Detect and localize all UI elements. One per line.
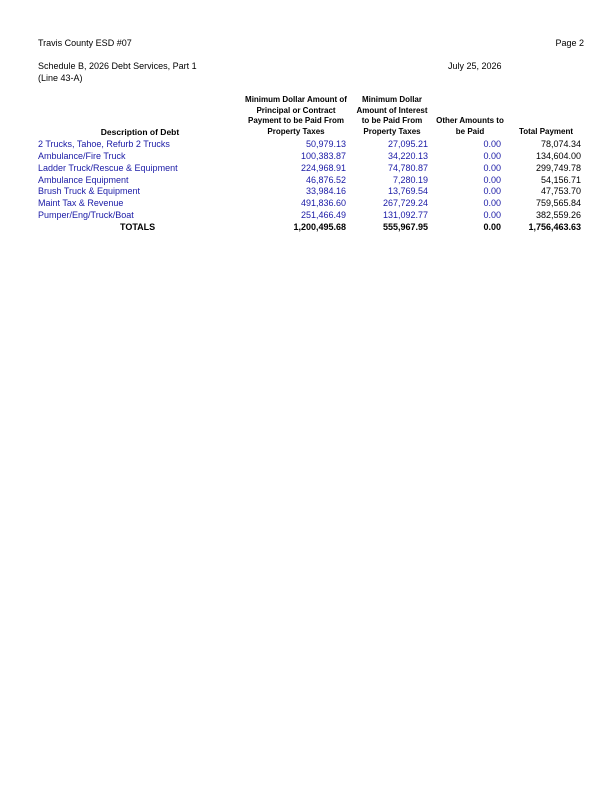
total-principal: 1,200,495.68 xyxy=(293,222,346,232)
cell-total: 759,565.84 xyxy=(535,198,581,208)
cell-description: Ladder Truck/Rescue & Equipment xyxy=(38,163,178,173)
col-header-principal xyxy=(240,95,352,137)
cell-description: Pumper/Eng/Truck/Boat xyxy=(38,210,134,220)
cell-principal: 491,836.60 xyxy=(300,198,346,208)
col-header-total: Total Payment xyxy=(518,127,574,136)
cell-interest: 74,780.87 xyxy=(387,163,428,173)
totals-row xyxy=(0,221,612,233)
cell-total: 299,749.78 xyxy=(535,163,581,173)
cell-total: 47,753.70 xyxy=(540,186,581,196)
cell-total: 78,074.34 xyxy=(540,139,581,149)
grand-total: 1,756,463.63 xyxy=(528,222,581,232)
col-header-interest-line: Amount of Interest xyxy=(356,105,428,115)
cell-description: Maint Tax & Revenue xyxy=(38,198,124,208)
cell-interest: 34,220.13 xyxy=(387,151,428,161)
col-header-interest-line: to be Paid From xyxy=(361,116,423,125)
report-date: July 25, 2026 xyxy=(448,61,502,71)
col-header-interest-line: Minimum Dollar xyxy=(361,95,422,104)
col-header-other xyxy=(432,116,508,137)
entity-name: Travis County ESD #07 xyxy=(38,38,132,48)
cell-description: Ambulance Equipment xyxy=(38,175,129,185)
cell-interest: 13,769.54 xyxy=(387,186,428,196)
cell-interest: 131,092.77 xyxy=(382,210,428,220)
total-other: 0.00 xyxy=(483,222,501,232)
cell-other: 0.00 xyxy=(483,186,501,196)
cell-principal: 100,383.87 xyxy=(300,151,346,161)
cell-principal: 46,876.52 xyxy=(305,175,346,185)
page-number: Page 2 xyxy=(555,38,584,48)
cell-principal: 50,979.13 xyxy=(305,139,346,149)
table-row xyxy=(0,162,612,174)
cell-total: 54,156.71 xyxy=(540,175,581,185)
table-row xyxy=(0,138,612,150)
table-row xyxy=(0,209,612,221)
schedule-line: (Line 43-A) xyxy=(38,73,83,83)
cell-description: Ambulance/Fire Truck xyxy=(38,151,126,161)
table-row xyxy=(0,185,612,197)
cell-principal: 224,968.91 xyxy=(300,163,346,173)
cell-other: 0.00 xyxy=(483,175,501,185)
total-interest: 555,967.95 xyxy=(382,222,428,232)
table-row xyxy=(0,197,612,209)
cell-principal: 33,984.16 xyxy=(305,186,346,196)
cell-interest: 267,729.24 xyxy=(382,198,428,208)
cell-principal: 251,466.49 xyxy=(300,210,346,220)
table-row xyxy=(0,150,612,162)
col-header-principal-line: Property Taxes xyxy=(267,126,325,136)
cell-other: 0.00 xyxy=(483,163,501,173)
cell-total: 134,604.00 xyxy=(535,151,581,161)
col-header-interest xyxy=(352,95,432,137)
col-header-principal-line: Payment to be Paid From xyxy=(247,116,345,125)
cell-description: 2 Trucks, Tahoe, Refurb 2 Trucks xyxy=(38,139,170,149)
cell-description: Brush Truck & Equipment xyxy=(38,186,141,196)
col-header-other-line: be Paid xyxy=(455,126,485,136)
cell-other: 0.00 xyxy=(483,139,501,149)
cell-total: 382,559.26 xyxy=(535,210,581,220)
col-header-description: Description of Debt xyxy=(100,127,180,137)
col-header-interest-line: Property Taxes xyxy=(363,126,421,136)
cell-interest: 7,280.19 xyxy=(392,175,428,185)
col-header-principal-line: Minimum Dollar Amount of xyxy=(245,95,347,104)
col-header-principal-line: Principal or Contract xyxy=(256,105,336,115)
cell-interest: 27,095.21 xyxy=(387,139,428,149)
totals-label: TOTALS xyxy=(120,222,156,232)
schedule-title: Schedule B, 2026 Debt Services, Part 1 xyxy=(38,61,197,71)
col-header-other-line: Other Amounts to xyxy=(436,116,504,125)
cell-other: 0.00 xyxy=(483,198,501,208)
cell-other: 0.00 xyxy=(483,151,501,161)
cell-other: 0.00 xyxy=(483,210,501,220)
